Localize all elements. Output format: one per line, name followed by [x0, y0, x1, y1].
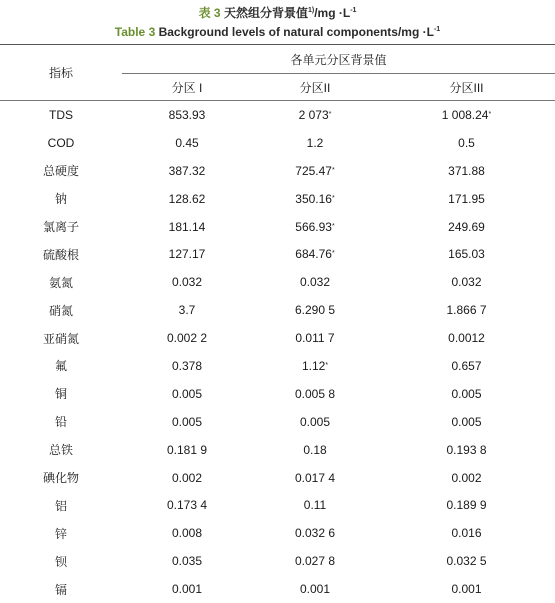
zone-2-cell	[252, 464, 378, 492]
zone-1-value: 853.93	[168, 107, 206, 122]
zone-2-value: 0.027 8	[294, 554, 336, 569]
zone-2-cell	[252, 547, 378, 575]
zone-2-value: 0.032 6	[294, 526, 336, 541]
zone-2-value: 6.290 5	[294, 303, 336, 318]
zone-3-cell	[378, 296, 555, 324]
zone-2-cell	[252, 296, 378, 324]
zone-2-value: 1.2	[306, 135, 324, 150]
zone-1-value: 0.002	[171, 470, 203, 485]
zone-3-value: 0.032 5	[446, 554, 487, 569]
table-row	[0, 296, 555, 324]
header-group: 各单元分区背景值	[290, 52, 387, 67]
zone-2-value: 725.47	[295, 163, 332, 178]
row-indicator: 硫酸根	[42, 247, 79, 262]
zone-2-value: 0.001	[299, 582, 331, 597]
zone-3-cell	[378, 436, 555, 464]
row-indicator: 氟	[54, 359, 67, 374]
table-row	[0, 268, 555, 296]
footnote-marker: 1)	[307, 7, 315, 14]
zone-3-value: 1 008.24	[441, 107, 489, 122]
zone-3-value: 371.88	[448, 163, 485, 178]
zone-2-value: 0.011 7	[295, 331, 335, 346]
row-indicator: 总硬度	[42, 164, 79, 179]
zone-2-cell	[252, 519, 378, 547]
table-title-cn-text: 天然组分背景值	[223, 6, 308, 20]
zone-3-value: 0.005	[451, 386, 482, 401]
zone-2-value: 0.005	[299, 414, 331, 429]
zone-3-cell	[378, 129, 555, 157]
zone-2-cell: 350.16 *	[295, 191, 335, 206]
zone-1-value: 0.173 4	[166, 498, 208, 513]
zone-2-cell	[252, 491, 378, 519]
zone-1-value: 181.14	[168, 219, 206, 234]
row-indicator: 锌	[54, 526, 67, 541]
zone-3-value: 0.016	[451, 526, 482, 541]
row-indicator: 碘化物	[42, 471, 79, 486]
zone-2-value: 0.11	[303, 498, 327, 513]
table-title-en-text: Background levels of natural components/mg ·L	[158, 25, 434, 39]
zone-3-cell	[378, 547, 555, 575]
zone-3-cell	[378, 464, 555, 492]
zone-2-value: 0.032	[299, 275, 331, 290]
zone-3-value: 171.95	[448, 191, 485, 206]
zone-3-value: 249.69	[448, 219, 485, 234]
zone-3-value: 165.03	[448, 247, 485, 262]
table-row	[0, 436, 555, 464]
zone-3-cell	[378, 575, 555, 603]
zone-3-cell	[378, 240, 555, 268]
unit-exponent-cn: -1	[350, 7, 357, 14]
header-zone-2: 分区II	[299, 80, 331, 95]
zone-3-cell	[378, 519, 555, 547]
row-indicator: TDS	[49, 107, 73, 122]
zone-2-cell	[252, 575, 378, 603]
table-row	[0, 185, 555, 213]
zone-1-value: 0.005	[171, 414, 203, 429]
row-indicator: COD	[47, 135, 75, 150]
zone-2-cell: 1.12 *	[301, 358, 329, 373]
row-indicator: 铝	[54, 498, 67, 513]
zone-3-value: 0.0012	[448, 331, 485, 346]
zone-3-value: 1.866 7	[446, 303, 487, 318]
zone-3-value: 0.5	[458, 135, 475, 150]
zone-2-value: 0.017 4	[294, 470, 336, 485]
row-indicator: 硝氮	[48, 303, 73, 318]
zone-2-cell	[252, 436, 378, 464]
zone-3-cell	[378, 380, 555, 408]
zone-2-value: 350.16	[295, 191, 332, 206]
header-zone-1: 分区 I	[171, 80, 203, 95]
zone-3-cell	[378, 491, 555, 519]
row-indicator: 氨氮	[48, 275, 73, 290]
table-row	[0, 491, 555, 519]
zone-2-cell: 2 073 *	[298, 107, 332, 122]
zone-1-value: 127.17	[168, 247, 206, 262]
table-row	[0, 408, 555, 436]
row-indicator: 总铁	[48, 443, 73, 458]
table-row	[0, 213, 555, 241]
zone-3-cell: 1 008.24 *	[441, 107, 492, 122]
zone-3-value: 0.002	[451, 470, 482, 485]
table-row	[0, 157, 555, 185]
zone-1-value: 387.32	[168, 163, 206, 178]
zone-2-cell: 684.76 *	[295, 247, 335, 262]
zone-3-value: 0.001	[451, 582, 482, 597]
table-row	[0, 464, 555, 492]
zone-2-value: 1.12	[301, 358, 326, 373]
zone-3-cell	[378, 157, 555, 185]
zone-3-cell	[378, 352, 555, 380]
zone-2-cell	[252, 324, 378, 352]
table-row	[0, 240, 555, 268]
zone-3-cell	[378, 268, 555, 296]
zone-3-cell	[378, 185, 555, 213]
zone-3-cell	[378, 408, 555, 436]
table-title-cn	[0, 4, 555, 21]
zone-1-value: 0.002 2	[166, 331, 208, 346]
table-row	[0, 352, 555, 380]
zone-1-value: 0.45	[175, 135, 199, 150]
row-indicator: 钠	[54, 192, 67, 207]
row-indicator: 镉	[54, 582, 67, 597]
zone-2-value: 566.93	[295, 219, 332, 234]
table-row	[0, 547, 555, 575]
zone-2-value: 0.005 8	[294, 386, 336, 401]
header-index: 指标	[48, 66, 73, 80]
row-indicator: 亚硝氮	[42, 331, 79, 346]
zone-1-value: 0.001	[171, 582, 203, 597]
row-indicator: 钡	[54, 554, 67, 569]
table-body	[0, 101, 555, 603]
table-row	[0, 324, 555, 352]
zone-3-value: 0.005	[451, 414, 482, 429]
zone-2-cell	[252, 408, 378, 436]
zone-1-value: 0.005	[171, 386, 203, 401]
unit-exponent-en: -1	[433, 26, 441, 33]
table-row	[0, 380, 555, 408]
zone-3-value: 0.657	[451, 358, 482, 373]
zone-3-cell	[378, 324, 555, 352]
zone-2-cell	[252, 380, 378, 408]
zone-3-value: 0.032	[451, 275, 482, 290]
zone-2-cell: 725.47 *	[295, 163, 335, 178]
zone-3-cell	[378, 213, 555, 241]
zone-2-cell: 566.93 *	[295, 219, 335, 234]
zone-2-cell	[252, 129, 378, 157]
zone-1-value: 0.008	[171, 526, 203, 541]
zone-3-value: 0.193 8	[446, 442, 487, 457]
table-row	[0, 519, 555, 547]
table-number-en: Table 3	[114, 25, 156, 39]
zone-2-value: 0.18	[303, 442, 327, 457]
zone-1-value: 3.7	[178, 303, 196, 318]
table-row	[0, 101, 555, 129]
zone-1-value: 0.378	[171, 358, 203, 373]
zone-2-value: 684.76	[295, 247, 332, 262]
header-zone-3: 分区III	[449, 80, 484, 95]
row-indicator: 铅	[54, 415, 67, 430]
table-number-cn: 表 3	[198, 6, 221, 20]
zone-1-value: 0.035	[171, 554, 203, 569]
zone-1-value: 0.032	[171, 275, 203, 290]
table-row	[0, 129, 555, 157]
table-row	[0, 575, 555, 603]
zone-2-value: 2 073	[298, 107, 329, 122]
zone-2-cell	[252, 268, 378, 296]
zone-1-value: 128.62	[168, 191, 206, 206]
zone-1-value: 0.181 9	[166, 442, 208, 457]
row-indicator: 氯离子	[42, 220, 79, 234]
table-title-en	[0, 25, 555, 39]
zone-3-value: 0.189 9	[446, 498, 487, 513]
row-indicator: 铜	[54, 387, 67, 402]
table-unit-cn: /mg ·L	[314, 6, 351, 20]
